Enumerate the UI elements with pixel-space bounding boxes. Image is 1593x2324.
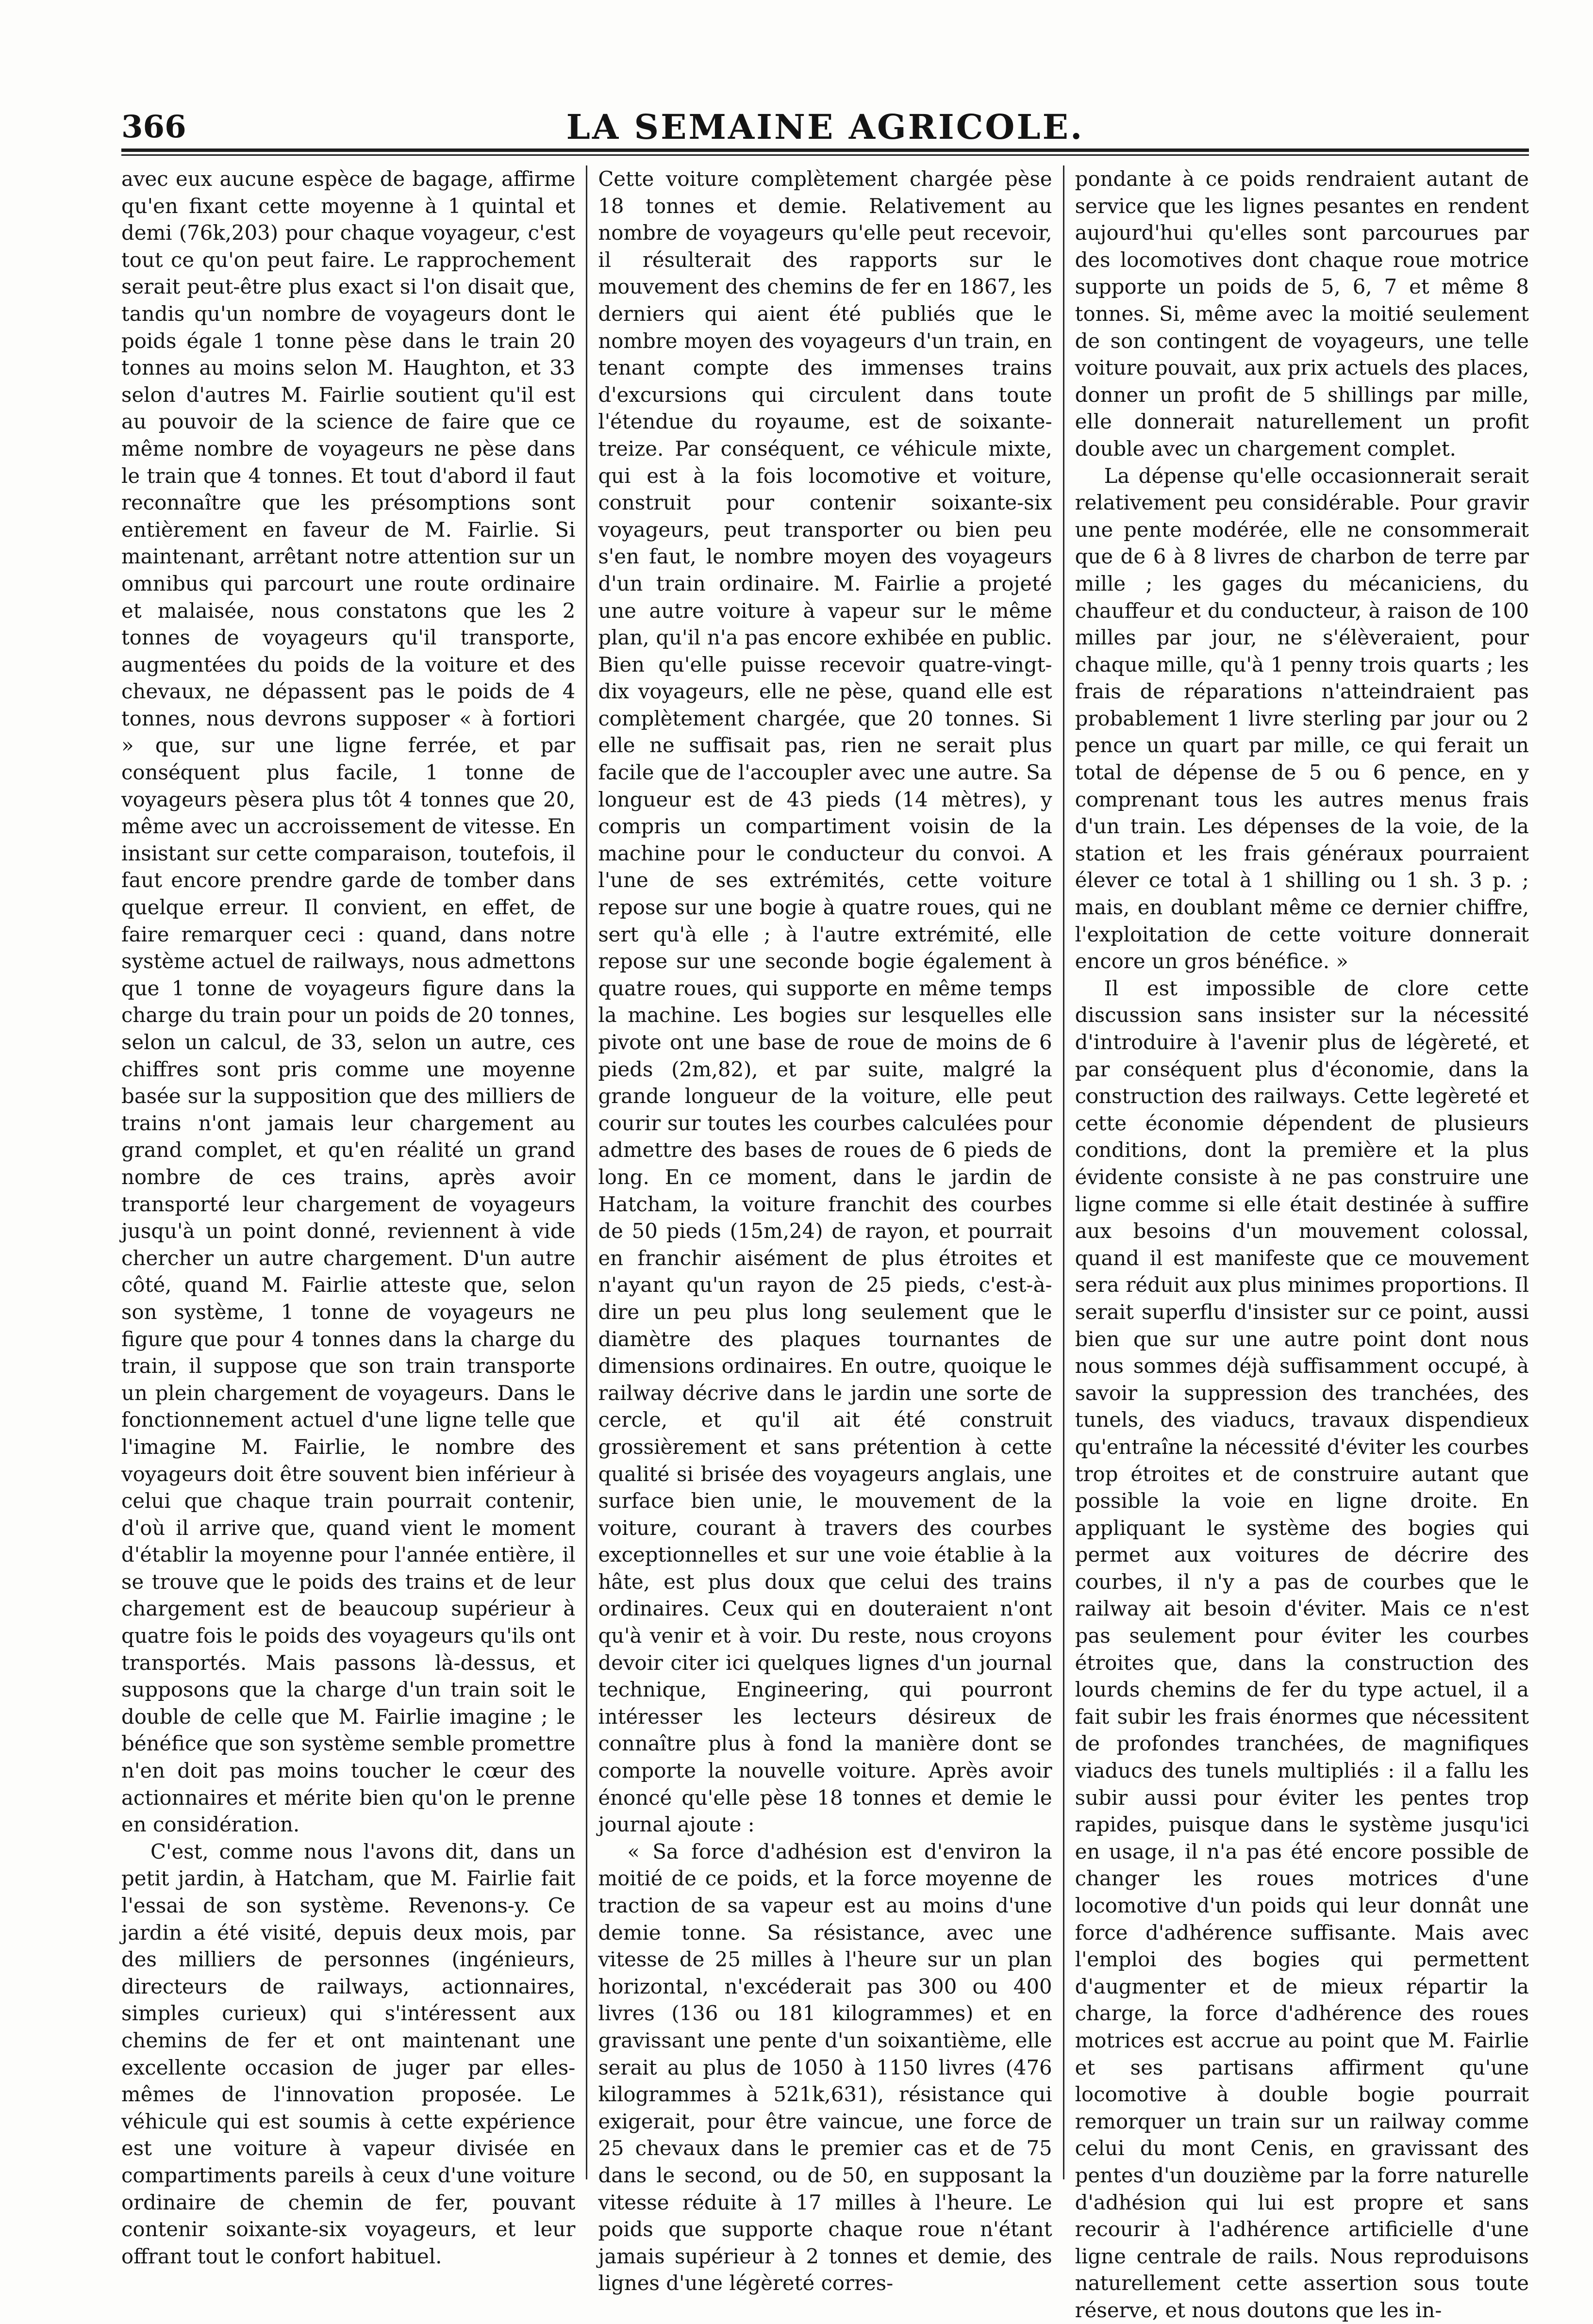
header-rule-thick <box>121 148 1529 152</box>
column-2 <box>587 165 1062 2295</box>
column-2-paragraph-2: « Sa force d'adhésion est d'environ la moitié de ce poids, et la force moyenne de traction de sa vapeur est au moins d'une demie tonne. Sa résistance, avec une vitesse de 25 milles à l'heure sur un plan horizontal, n'excéderait pas 300 ou 400 livres (136 ou 181 kilogrammes) et en gravissant une pente d'un soixantième, elle serait au plus de 1050 à 1150 livres (476 kilogrammes à 521k,631), résistance qui exigerait, pour être vaincue, une force de 25 chevaux dans le premier cas et de 75 dans le second, ou de 50, en supposant la vitesse réduite à 17 milles à l'heure. Le poids que supporte chaque roue n'étant jamais supérieur à 2 tonnes et demie, des lignes d'une légèreté corres- <box>598 1839 1052 2295</box>
column-3-paragraph-2: La dépense qu'elle occasionnerait serait relativement peu considérable. Pour gravir une pente modérée, elle ne consommerait que de 6 à 8 livres de charbon de terre par mille ; les gages du mécaniciens, du chauffeur et du conducteur, à raison de 100 milles par jour, ne s'élèveraient, pour chaque mille, qu'à 1 penny trois quarts ; les frais de réparations n'atteindraient pas probablement 1 livre sterling par jour ou 2 pence un quart par mille, ce qui ferait un total de dépense de 5 ou 6 pence, en y comprenant tous les autres menus frais d'un train. Les dépenses de la voie, de la station et les frais généraux pourraient élever ce total à 1 shilling ou 1 sh. 3 p. ; mais, en doublant même ce dernier chiffre, l'exploitation de cette voiture donnerait encore un gros bénéfice. » <box>1075 463 1529 973</box>
column-1 <box>121 165 586 2268</box>
header-rule-thin <box>121 154 1529 156</box>
page-number: 366 <box>121 109 186 145</box>
running-head <box>121 102 1529 146</box>
column-3 <box>1064 165 1529 2322</box>
journal-title: LA SEMAINE AGRICOLE. <box>566 107 1084 147</box>
column-1-paragraph-2: C'est, comme nous l'avons dit, dans un petit jardin, à Hatcham, que M. Fairlie fait l'essai de son système. Revenons-y. Ce jardin a été visité, depuis deux mois, par des milliers de personnes (ingénieurs, directeurs de railways, actionnaires, simples curieux) qui s'intéressent aux chemins de fer et ont maintenant une excellente occasion de juger par elles-mêmes de l'innovation proposée. Le véhicule qui est soumis à cette expérience est une voiture à vapeur divisée en compartiments pareils à ceux d'une voiture ordinaire de chemin de fer, pouvant contenir soixante-six voyageurs, et leur offrant tout le confort habituel. <box>121 1839 576 2268</box>
text-columns <box>121 165 1529 2322</box>
newspaper-page <box>121 102 1529 2322</box>
column-2-paragraph-1: Cette voiture complètement chargée pèse 18 tonnes et demie. Relativement au nombre de voyageurs qu'elle peut recevoir, il résulterait des rapports sur le mouvement des chemins de fer en 1867, les derniers qui aient été publiés que le nombre moyen des voyageurs d'un train, en tenant compte des immenses trains d'excursions qui circulent dans toute l'étendue du royaume, est de soixante-treize. Par conséquent, ce véhicule mixte, qui est à la fois locomotive et voiture, construit pour contenir soixante-six voyageurs, peut transporter ou bien peu s'en faut, le nombre moyen des voyageurs d'un train ordinaire. M. Fairlie a projeté une autre voiture à vapeur sur le même plan, qu'il n'a pas encore exhibée en public. Bien qu'elle puisse recevoir quatre-vingt-dix voyageurs, elle ne pèse, quand elle est complètement chargée, que 20 tonnes. Si elle ne suffisait pas, rien ne serait plus facile que de l'accoupler avec une autre. Sa longueur est de 43 pieds (14 mètres), y compris un compartiment voisin de la machine pour le conducteur du convoi. A l'une de ses extrémités, cette voiture repose sur une bogie à quatre roues, qui ne sert qu'à elle ; à l'autre extrémité, elle repose sur une seconde bogie également à quatre roues, qui supporte en même temps la machine. Les bogies sur lesquelles elle pivote ont une base de roue de moins de 6 pieds (2m,82), et par suite, malgré la grande longueur de la voiture, elle peut courir sur toutes les courbes calculées pour admettre des bases de roues de 6 pieds de long. En ce moment, dans le jardin de Hatcham, la voiture franchit des courbes de 50 pieds (15m,24) de rayon, et pourrait en franchir aisément de plus étroites et n'ayant qu'un rayon de 25 pieds, c'est-à-dire un peu plus long seulement que le diamètre des plaques tournantes de dimensions ordinaires. En outre, quoique le railway décrive dans le jardin une sorte de cercle, et qu'il ait été construit grossièrement et sans prétention à cette qualité si brisée des voyageurs anglais, une surface bien unie, le mouvement de la voiture, courant à travers des courbes exceptionnelles et sur une voie établie à la hâte, est plus doux que celui des trains ordinaires. Ceux qui en douteraient n'ont qu'à venir et à voir. Du reste, nous croyons devoir citer ici quelques lignes d'un journal technique, Engineering, qui pourront intéresser les lecteurs désireux de connaître plus à fond la manière dont se comporte la nouvelle voiture. Après avoir énoncé qu'elle pèse 18 tonnes et demie le journal ajoute : <box>598 167 1052 1837</box>
column-1-paragraph-1: avec eux aucune espèce de bagage, affirme qu'en fixant cette moyenne à 1 quintal et demi (76k,203) pour chaque voyageur, c'est tout ce qu'on peut faire. Le rapprochement serait peut-être plus exact si l'on disait que, tandis qu'un nombre de voyageurs dont le poids égale 1 tonne pèse dans le train 20 tonnes au moins selon M. Haughton, et 33 selon d'autres M. Fairlie soutient qu'il est au pouvoir de la science de faire que ce même nombre de voyageurs ne pèse dans le train que 4 tonnes. Et tout d'abord il faut reconnaître que les présomptions sont entièrement en faveur de M. Fairlie. Si maintenant, arrêtant notre attention sur un omnibus qui parcourt une route ordinaire et malaisée, nous constatons que les 2 tonnes de voyageurs qu'il transporte, augmentées du poids de la voiture et des chevaux, ne dépassent pas le poids de 4 tonnes, nous devrons supposer « à fortiori » que, sur une ligne ferrée, et par conséquent plus facile, 1 tonne de voyageurs pèsera plus tôt 4 tonnes que 20, même avec un accroissement de vitesse. En insistant sur cette comparaison, toutefois, il faut encore prendre garde de tomber dans quelque erreur. Il convient, en effet, de faire remarquer ceci : quand, dans notre système actuel de railways, nous admettons que 1 tonne de voyageurs figure dans la charge du train pour un poids de 20 tonnes, selon un calcul, de 33, selon un autre, ces chiffres sont pris comme une moyenne basée sur la supposition que des milliers de trains n'ont jamais leur chargement au grand complet, et qu'en réalité un grand nombre de ces trains, après avoir transporté leur chargement de voyageurs jusqu'à un point donné, reviennent à vide chercher un autre chargement. D'un autre côté, quand M. Fairlie atteste que, selon son système, 1 tonne de voyageurs ne figure que pour 4 tonnes dans la charge du train, il suppose que son train transporte un plein chargement de voyageurs. Dans le fonctionnement actuel d'une ligne telle que l'imagine M. Fairlie, le nombre des voyageurs doit être souvent bien inférieur à celui que chaque train pourrait contenir, d'où il arrive que, quand vient le moment d'établir la moyenne pour l'année entière, il se trouve que le poids des trains et de leur chargement est de beaucoup supérieur à quatre fois le poids des voyageurs qu'ils ont transportés. Mais passons là-dessus, et supposons que la charge d'un train soit le double de celle que M. Fairlie imagine ; le bénéfice que son système semble promettre n'en doit pas moins toucher le cœur des actionnaires et mérite bien qu'on le prenne en considération. <box>121 167 576 1837</box>
column-3-paragraph-3: Il est impossible de clore cette discussion sans insister sur la nécessité d'introduire à l'avenir plus de légèreté, et par conséquent plus d'économie, dans la construction des railways. Cette legèreté et cette économie dépendent de plusieurs conditions, dont la première et la plus évidente consiste à ne pas construire une ligne comme si elle était destinée à suffire aux besoins d'un mouvement colossal, quand il est manifeste que ce mouvement sera réduit aux plus minimes proportions. Il serait superflu d'insister sur ce point, aussi bien que sur une autre point dont nous nous sommes déjà suffisamment occupé, à savoir la suppression des tranchées, des tunels, des viaducs, travaux dispendieux qu'entraîne la nécessité d'éviter les courbes trop étroites et de construire autant que possible la voie en ligne droite. En appliquant le système des bogies qui permet aux voitures de décrire des courbes, il n'y a pas de courbes que le railway ait besoin d'éviter. Mais ce n'est pas seulement pour éviter les courbes étroites que, dans la construction des lourds chemins de fer du type actuel, il a fait subir les frais énormes que nécessitent de profondes tranchées, de magnifiques viaducs des tunels multipliés : il a fallu les subir aussi pour éviter les pentes trop rapides, puisque dans le système jusqu'ici en usage, il n'a pas été encore possible de changer les roues motrices d'une locomotive d'un poids qui leur donnât une force d'adhérence suffisante. Mais avec l'emploi des bogies qui permettent d'augmenter et de mieux répartir la charge, la force d'adhérence des roues motrices est accrue au point que M. Fairlie et ses partisans affirment qu'une locomotive à double bogie pourrait remorquer un train sur un railway comme celui du mont Cenis, en gravissant des pentes d'un douzième par la forre naturelle d'adhésion qui lui est propre et sans recourir à l'adhérence artificielle d'une ligne centrale de rails. Nous reproduisons naturellement cette assertion sous toute réserve, et nous doutons que les in- <box>1075 976 1529 2322</box>
column-3-paragraph-1: pondante à ce poids rendraient autant de service que les lignes pesantes en rendent aujourd'hui qu'elles sont parcourues par des locomotives dont chaque roue motrice supporte un poids de 5, 6, 7 et même 8 tonnes. Si, même avec la moitié seulement de son contingent de voyageurs, une telle voiture pouvait, aux prix actuels des places, donner un profit de 5 shillings par mille, elle donnerait naturellement un profit double avec un chargement complet. <box>1075 167 1529 461</box>
